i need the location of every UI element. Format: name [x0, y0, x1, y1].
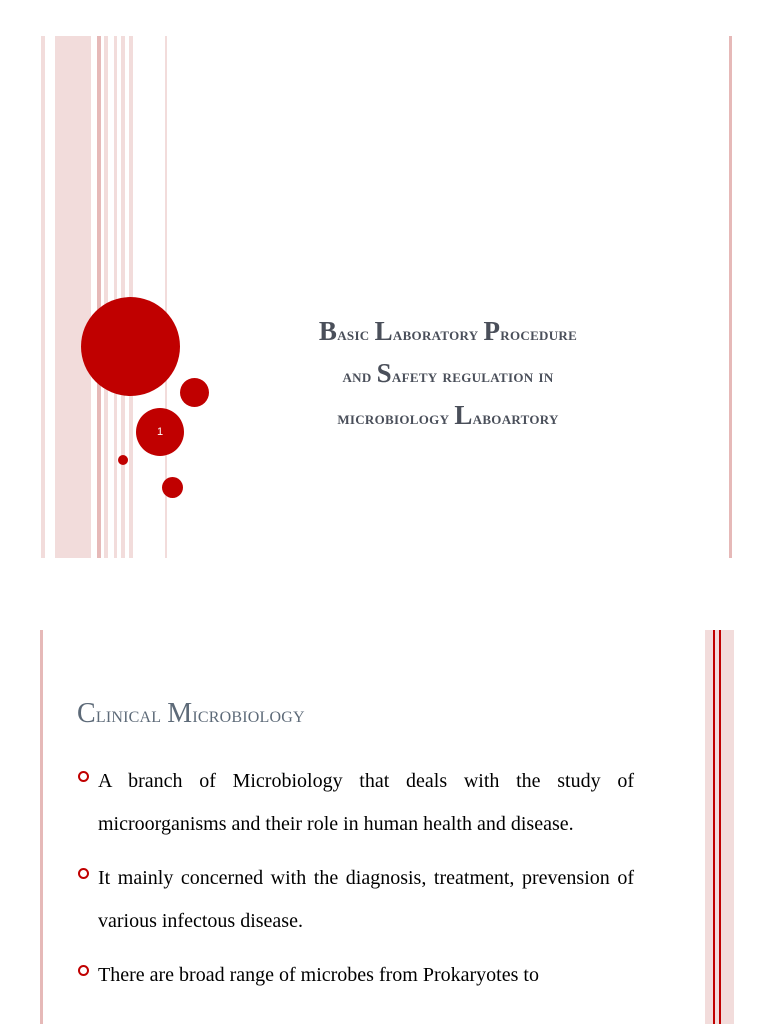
bullet-text: A branch of Microbiology that deals with the study of microorganisms and their role in human health and disease.	[98, 770, 634, 835]
bullet-text: It mainly concerned with the diagnosis, treatment, prevension of various infectous disease.	[98, 867, 634, 932]
list-item	[77, 760, 634, 846]
slide-title	[218, 312, 678, 438]
left-stripe-line	[104, 36, 108, 558]
left-stripe-line	[40, 630, 43, 1024]
title-line-3: microbiology Laboartory	[337, 400, 559, 430]
title-line-1: Basic Laboratory Procedure	[318, 316, 578, 346]
right-stripe-line	[729, 36, 732, 558]
circle-bullet-icon	[78, 868, 89, 879]
bullet-text: There are broad range of microbes from Prokaryotes to	[98, 964, 539, 986]
right-stripe-line	[713, 630, 715, 1024]
bullet-list	[77, 760, 634, 1008]
medium-red-circle	[180, 378, 209, 407]
slide-heading: Clinical Microbiology	[77, 698, 305, 729]
left-stripe-line	[41, 36, 45, 558]
small-red-circle	[162, 477, 183, 498]
title-line-2: and Safety regulation in	[342, 358, 554, 388]
right-stripe-line	[719, 630, 721, 1024]
left-stripe-band	[55, 36, 91, 558]
large-red-circle	[81, 297, 180, 396]
circle-bullet-icon	[78, 771, 89, 782]
circle-bullet-icon	[78, 965, 89, 976]
tiny-red-circle	[118, 455, 128, 465]
list-item	[77, 857, 634, 943]
slide-number: 1	[156, 426, 164, 438]
list-item	[77, 954, 634, 997]
left-stripe-line	[97, 36, 101, 558]
left-stripe-line	[114, 36, 117, 558]
